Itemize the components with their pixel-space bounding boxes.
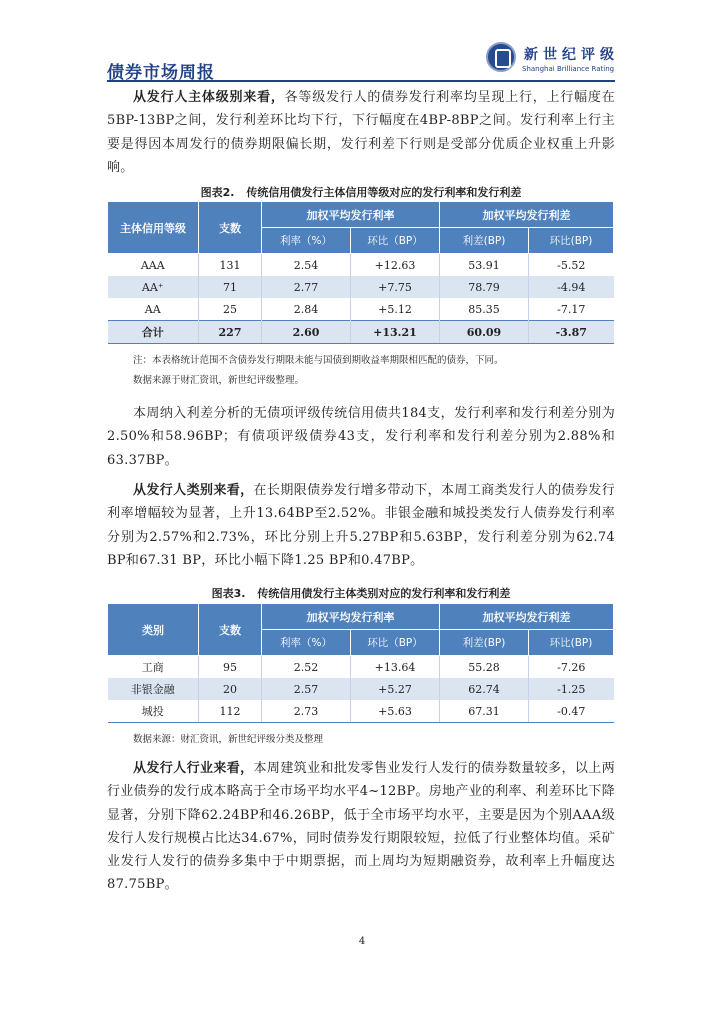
table-cell: AA (144, 302, 161, 316)
table3-group-spread: 加权平均发行利差 (440, 604, 614, 630)
table2-col-rate: 利率（%） (262, 228, 351, 254)
table3-source: 数据来源：财汇资讯，新世纪评级分类及整理 (133, 734, 324, 745)
paragraph-summary (107, 402, 615, 472)
table-cell: -0.47 (529, 700, 614, 723)
table-cell: 2.57 (262, 678, 351, 700)
table-cell: 2.73 (262, 700, 351, 723)
table-cell: AA⁺ (108, 276, 199, 298)
table2-col-rate-change: 环比（BP） (351, 228, 440, 254)
table-cell: 78.79 (440, 276, 529, 298)
table-cell: AAA (140, 258, 165, 272)
table-cell: +13.21 (351, 321, 440, 344)
table-cell: 53.91 (440, 254, 529, 277)
table3-col-rate-change: 环比（BP） (351, 630, 440, 656)
table-cell: 112 (199, 700, 262, 723)
paragraph-text: 本周纳入利差分析的无债项评级传统信用债共184支，发行利率和发行利差分别为2.50%和58.96BP；有债项评级债券43支，发行利率和发行利差分别为2.88%和63.37BP。 (107, 406, 615, 468)
table3-col-spread-change: 环比(BP) (529, 630, 614, 656)
table2-caption-number: 图表2. (200, 186, 235, 199)
table3-col-count: 支数 (199, 604, 262, 656)
paragraph-text: 本周建筑业和批发零售业发行人发行的债券数量较多，以上两行业债券的发行成本略高于全市场平均水平4~12BP。房地产业的利率、利差环比下降显著，分别下降62.24BP和46.26BP，低于全市场平均水平，主要是因为个别AAA级发行人发行规模占比达34.67%，同时债券发行期限较短，拉低了行业整体均值。采矿业发行人发行的债券多集中于中期票据，而上周均为短期融资券，故利率上升幅度达87.75BP。 (107, 761, 616, 893)
table3-caption-text: 传统信用债发行主体类别对应的发行利率和发行利差 (257, 587, 511, 600)
table-cell: +5.12 (351, 298, 440, 321)
table2-caption (107, 184, 615, 200)
table-cell: 2.77 (262, 276, 351, 298)
table-cell: 2.60 (262, 321, 351, 344)
table-cell: +13.64 (351, 656, 440, 679)
table3-group-rate: 加权平均发行利率 (262, 604, 440, 630)
paragraph-lead: 从发行人行业来看， (133, 761, 254, 776)
table-cell: 62.74 (440, 678, 529, 700)
page-number: 4 (358, 936, 366, 947)
header-divider (107, 80, 615, 82)
table-cell: 60.09 (440, 321, 529, 344)
table2-group-rate: 加权平均发行利率 (262, 202, 440, 228)
table-cell: 227 (199, 321, 262, 344)
table3-type-spread (107, 603, 614, 723)
table-cell: 25 (199, 298, 262, 321)
table2-col-rating: 主体信用等级 (108, 202, 199, 254)
table-cell: -1.25 (529, 678, 614, 700)
table-row (108, 276, 614, 298)
table-cell: 合计 (108, 321, 199, 344)
table2-caption-text: 传统信用债发行主体信用等级对应的发行利率和发行利差 (246, 186, 522, 199)
table-cell: 95 (199, 656, 262, 679)
table2-rating-spread (107, 201, 614, 344)
paragraph-issuer-type (107, 479, 615, 572)
table3-col-type: 类别 (108, 604, 199, 656)
table-cell: 55.28 (440, 656, 529, 679)
table-cell: -7.17 (529, 298, 614, 321)
table-cell: 2.54 (262, 254, 351, 277)
table-cell: -3.87 (529, 321, 614, 344)
table-cell: +7.75 (351, 276, 440, 298)
paragraph-text: 各等级发行人的债券发行利率均呈现上行，上行幅度在5BP-13BP之间，发行利差环比均下行，下行幅度在4BP-8BP之间。发行利率上行主要是得因本周发行的债券期限偏长期，发行利差下行则是受部分优质企业权重上升影响。 (107, 90, 615, 175)
table-row (108, 298, 614, 321)
table2-col-spread: 利差(BP) (440, 228, 529, 254)
table-cell: 67.31 (440, 700, 529, 723)
table-cell: 20 (199, 678, 262, 700)
logo-english-name: Shanghai Brilliance Rating (522, 65, 615, 73)
report-title: 债券市场周报 (107, 63, 215, 83)
table-cell: 2.84 (262, 298, 351, 321)
table-cell: 131 (199, 254, 262, 277)
table-cell: 85.35 (440, 298, 529, 321)
paragraph-lead: 从发行人主体级别来看， (133, 90, 285, 105)
table-cell: 2.52 (262, 656, 351, 679)
table2-note: 注：本表格统计范围不含债券发行期限未能与国债到期收益率期限相匹配的债券，下同。 (133, 355, 504, 366)
table-cell: 非银金融 (108, 678, 199, 700)
table-total-row (108, 321, 614, 344)
table-row (108, 656, 614, 679)
table3-caption (107, 585, 615, 601)
table-cell: +5.63 (351, 700, 440, 723)
logo-chinese-name: 新世纪评级 (524, 47, 619, 63)
paragraph-rating-level (107, 86, 615, 179)
brand-logo (486, 40, 618, 80)
paragraph-text: 在长期限债券发行增多带动下，本周工商类发行人的债券发行利率增幅较为显著，上升13.64BP至2.52%。非银金融和城投类发行人债券发行利率分别为2.57%和2.73%，环比分别上升5.27BP和5.63BP，发行利差分别为62.74 BP和67.31 BP，环比小幅下降1.25 BP和0.47BP。 (107, 483, 615, 568)
table-row (108, 678, 614, 700)
table2-col-spread-change: 环比(BP) (529, 228, 614, 254)
paragraph-industry (107, 757, 615, 897)
table-cell: -7.26 (529, 656, 614, 679)
table-cell: +12.63 (351, 254, 440, 277)
table-cell: -5.52 (529, 254, 614, 277)
paragraph-lead: 从发行人类别来看， (133, 483, 254, 498)
table3-col-spread: 利差(BP) (440, 630, 529, 656)
table2-group-spread: 加权平均发行利差 (440, 202, 614, 228)
table2-col-count: 支数 (199, 202, 262, 254)
table3-caption-number: 图表3. (211, 587, 246, 600)
table-cell: -4.94 (529, 276, 614, 298)
table2-source: 数据来源于财汇资讯，新世纪评级整理。 (133, 375, 305, 386)
table-cell: +5.27 (351, 678, 440, 700)
table-cell: 城投 (108, 700, 199, 723)
table-cell: 工商 (141, 661, 164, 674)
logo-emblem-icon (486, 42, 516, 72)
table-cell: 71 (199, 276, 262, 298)
table3-col-rate: 利率（%） (262, 630, 351, 656)
table-row (108, 700, 614, 723)
table-row (108, 254, 614, 277)
